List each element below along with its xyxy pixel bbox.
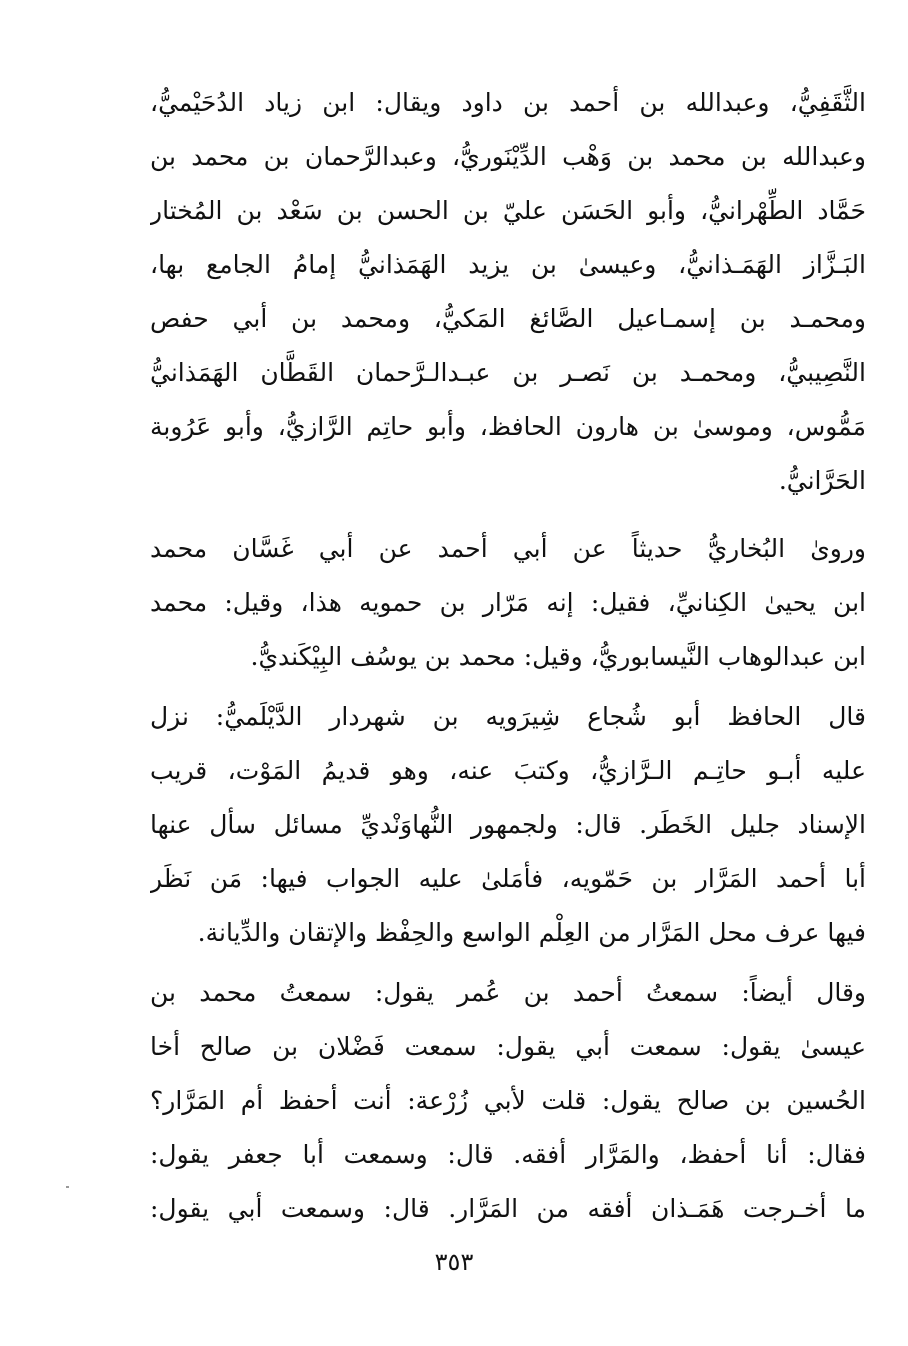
text-line: وروىٰ البُخاريُّ حديثاً عن أبي أحمد عن أبي غَسَّان محمد [150, 534, 866, 563]
text-line: مَمُّوس، وموسىٰ بن هارون الحافظ، وأبو حاتِم الرَّازيُّ، وأبو عَرُوبة [150, 412, 866, 441]
paragraph-3 [150, 690, 866, 960]
text-line: وقال أيضاً: سمعتُ أحمد بن عُمر يقول: سمعتُ محمد بن [150, 978, 866, 1007]
text-line: الحُسين بن صالح يقول: قلت لأبي زُرْعة: أنت أحفظ أم المَرَّار؟ [150, 1086, 866, 1115]
text-line: فيها عرف محل المَرَّار من العِلْم الواسع والحِفْظ والإتقان والدِّيانة. [197, 918, 866, 947]
text-line: ومحمـد بن إسمـاعيل الصَّائغ المَكيُّ، ومحمد بن أبي حفص [150, 304, 866, 333]
text-line: قال الحافظ أبو شُجاع شِيرَويه بن شهردار الدَّيْلَميُّ: نزل [150, 702, 866, 731]
paragraph-2 [150, 522, 866, 684]
text-line: الحَرَّانيُّ. [778, 466, 866, 495]
margin-mark [66, 1186, 69, 1188]
text-line: الثَّقَفِيُّ، وعبدالله بن أحمد بن داود ويقال: ابن زياد الدُحَيْميُّ، [150, 88, 866, 117]
text-line: عيسىٰ يقول: سمعت أبي يقول: سمعت فَضْلان بن صالح أخا [150, 1032, 866, 1061]
text-line: ابن يحيىٰ الكِنانيِّ، فقيل: إنه مَرّار بن حمويه هذا، وقيل: محمد [150, 588, 866, 617]
page-number: ٣٥٣ [434, 1248, 474, 1276]
paragraph-1 [150, 76, 866, 508]
text-line: وعبدالله بن محمد بن وَهْب الدِّيْنَوريُّ، وعبدالرَّحمان بن محمد بن [150, 142, 866, 171]
text-line: حَمَّاد الطِّهْرانيُّ، وأبو الحَسَن عليّ بن الحسن بن سَعْد بن المُختار [150, 196, 866, 225]
text-line: ما أخـرجت هَمَـذان أفقه من المَرَّار. قال: وسمعت أبي يقول: [150, 1194, 866, 1223]
text-line: الإسناد جليل الخَطَر. قال: ولجمهور النُّهاوَنْديِّ مسائل سأل عنها [150, 810, 866, 839]
text-line: ابن عبدالوهاب النَّيسابوريُّ، وقيل: محمد بن يوسُف البِيْكَنديُّ. [250, 642, 866, 671]
text-line: فقال: أنا أحفظ، والمَرَّار أفقه. قال: وسمعت أبا جعفر يقول: [150, 1140, 866, 1169]
text-line: عليه أبـو حاتِـم الـرَّازيُّ، وكتبَ عنه، وهو قديمُ المَوْت، قريب [150, 756, 866, 785]
text-line: النَّصِيبيُّ، ومحمـد بن نَصـر بن عبـدالـرَّحمان القَطَّان الهَمَذانيُّ [150, 358, 866, 387]
text-line: البَـزَّاز الهَمَـذانيُّ، وعيسىٰ بن يزيد الهَمَذانيُّ إمامُ الجامع بها، [150, 250, 866, 279]
text-line: أبا أحمد المَرَّار بن حَمّويه، فأمَلىٰ عليه الجواب فيها: مَن نَظَر [150, 864, 866, 893]
paragraph-4 [150, 966, 866, 1236]
